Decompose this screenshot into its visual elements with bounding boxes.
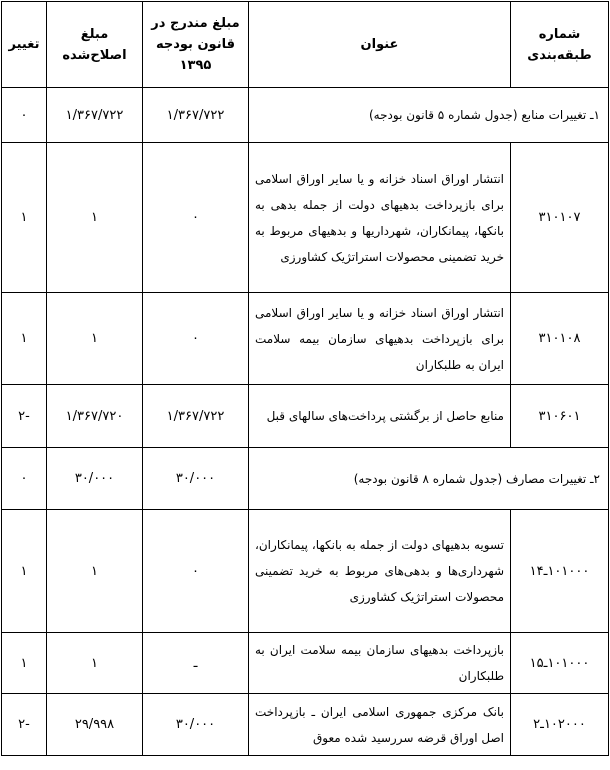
row-code: ۳۱۰۱۰۷ [511, 143, 609, 293]
row-code: ۱۰۱۰۰۰ـ۱۵ [511, 633, 609, 694]
table-row [2, 694, 609, 756]
row-budget: ـ [143, 633, 249, 694]
row-budget: ۰ [143, 510, 249, 633]
section-change: ۰ [2, 448, 47, 510]
table-row [2, 143, 609, 293]
header-revised-amount: مبلغ اصلاح‌شده [47, 2, 143, 88]
row-change: ۱ [2, 293, 47, 385]
budget-changes-table [1, 1, 609, 756]
table-row [2, 633, 609, 694]
row-revised: ۲۹/۹۹۸ [47, 694, 143, 756]
row-revised: ۱ [47, 510, 143, 633]
row-change: ۱ [2, 143, 47, 293]
row-change: -۲ [2, 385, 47, 448]
row-budget: ۱/۳۶۷/۷۲۲ [143, 385, 249, 448]
row-title: انتشار اوراق اسناد خزانه و یا سایر اوراق اسلامی برای بازپرداخت بدهیهای سازمان بیمه سلامت ایران به طلبکاران [249, 293, 511, 385]
section-row [2, 448, 609, 510]
row-revised: ۱ [47, 633, 143, 694]
table-row [2, 510, 609, 633]
section-row [2, 88, 609, 143]
row-title: انتشار اوراق اسناد خزانه و یا سایر اوراق اسلامی برای بازپرداخت بدهیهای دولت از جمله بدهی به بانکها، پیمانکاران، شهرداریها و بدهیهای مربوط به خرید تضمینی محصولات استراتژیک کشاورزی [249, 143, 511, 293]
section-budget: ۱/۳۶۷/۷۲۲ [143, 88, 249, 143]
header-change: تغییر [2, 2, 47, 88]
section-title: ۱ـ تغییرات منابع (جدول شماره ۵ قانون بودجه) [249, 88, 609, 143]
row-budget: ۰ [143, 293, 249, 385]
row-revised: ۱ [47, 293, 143, 385]
row-code: ۱۰۲۰۰۰ـ۲ [511, 694, 609, 756]
row-title: منابع حاصل از برگشتی پرداخت‌های سالهای قبل [249, 385, 511, 448]
table-row [2, 293, 609, 385]
section-revised: ۳۰/۰۰۰ [47, 448, 143, 510]
section-budget: ۳۰/۰۰۰ [143, 448, 249, 510]
row-change: -۲ [2, 694, 47, 756]
row-title: بازپرداخت بدهیهای سازمان بیمه سلامت ایران به طلبکاران [249, 633, 511, 694]
section-revised: ۱/۳۶۷/۷۲۲ [47, 88, 143, 143]
row-title: تسویه بدهیهای دولت از جمله به بانکها، پیمانکاران، شهرداری‌ها و بدهی‌های مربوط به خرید تضمینی محصولات استراتژیک کشاورزی [249, 510, 511, 633]
row-code: ۱۰۱۰۰۰ـ۱۴ [511, 510, 609, 633]
row-code: ۳۱۰۱۰۸ [511, 293, 609, 385]
section-title: ۲ـ تغییرات مصارف (جدول شماره ۸ قانون بودجه) [249, 448, 609, 510]
row-budget: ۰ [143, 143, 249, 293]
row-change: ۱ [2, 510, 47, 633]
row-revised: ۱ [47, 143, 143, 293]
row-title: بانک مرکزی جمهوری اسلامی ایران ـ بازپرداخت اصل اوراق قرضه سررسید شده معوق [249, 694, 511, 756]
header-budget-amount: مبلغ مندرج در قانون بودجه ۱۳۹۵ [143, 2, 249, 88]
section-change: ۰ [2, 88, 47, 143]
header-code: شماره طبقه‌بندی [511, 2, 609, 88]
row-change: ۱ [2, 633, 47, 694]
header-row [2, 2, 609, 88]
row-budget: ۳۰/۰۰۰ [143, 694, 249, 756]
table-row [2, 385, 609, 448]
row-code: ۳۱۰۶۰۱ [511, 385, 609, 448]
header-title: عنوان [249, 2, 511, 88]
row-revised: ۱/۳۶۷/۷۲۰ [47, 385, 143, 448]
